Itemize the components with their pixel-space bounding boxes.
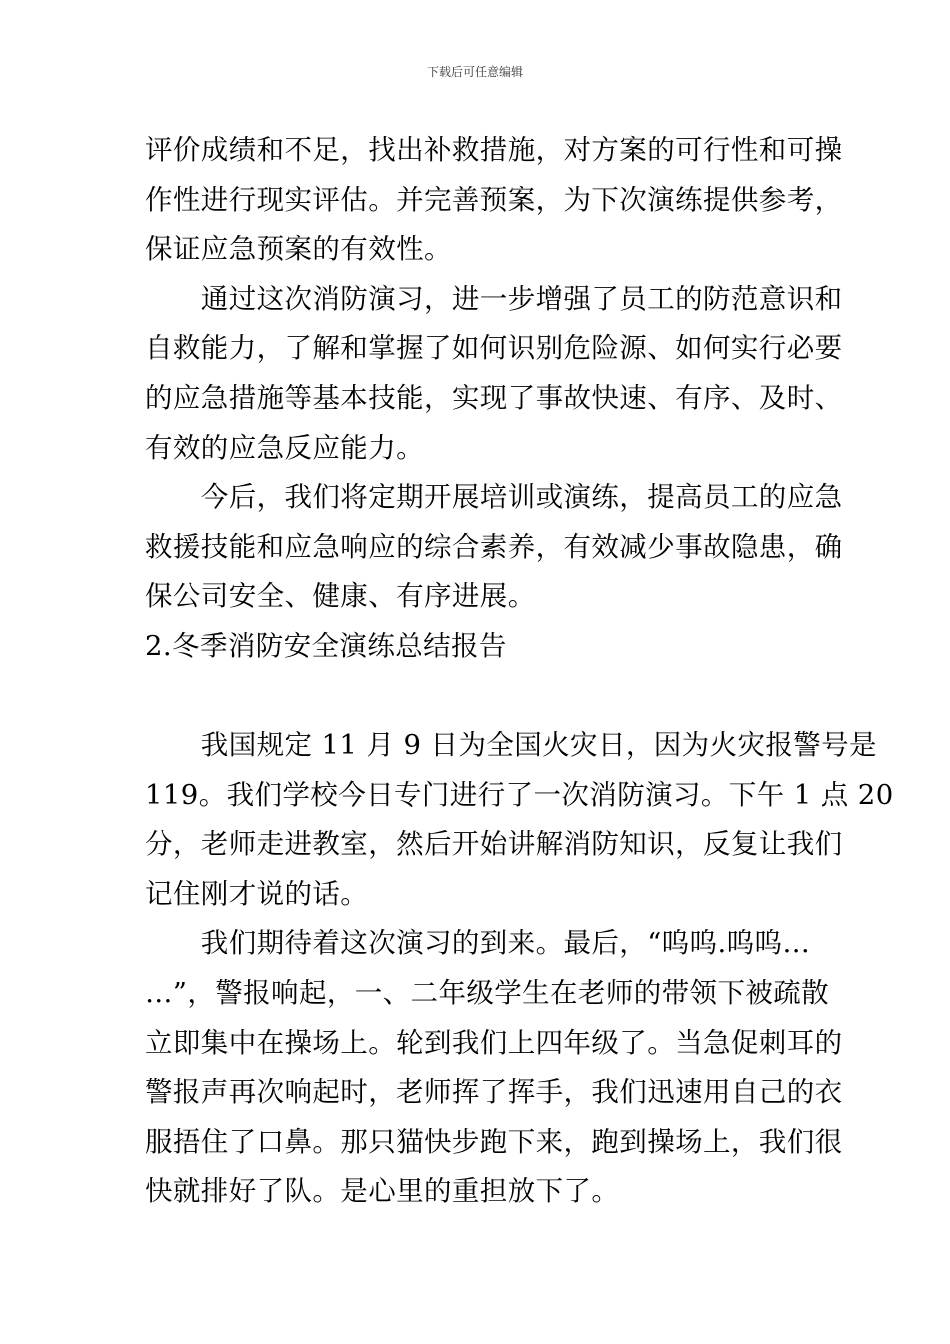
text-line: 通过这次消防演习，进一步增强了员工的防范意识和 <box>145 283 843 315</box>
text-line: 保证应急预案的有效性。 <box>145 233 452 265</box>
text-line: 救援技能和应急响应的综合素养，有效减少事故隐患，确 <box>145 531 843 563</box>
text-line: …”，警报响起，一、二年级学生在老师的带领下被疏散 <box>145 977 830 1009</box>
text-line: 119。我们学校今日专门进行了一次消防演习。下午 1 点 20 <box>145 779 894 811</box>
text-line: 立即集中在操场上。轮到我们上四年级了。当急促刺耳的 <box>145 1027 843 1059</box>
text-line: 自救能力，了解和掌握了如何识别危险源、如何实行必要 <box>145 332 843 364</box>
page-header: 下载后可任意编辑 <box>426 65 523 79</box>
text-line: 警报声再次响起时，老师挥了挥手，我们迅速用自己的衣 <box>145 1076 843 1108</box>
text-line: 评价成绩和不足，找出补救措施，对方案的可行性和可操 <box>145 134 843 166</box>
text-line: 有效的应急反应能力。 <box>145 432 424 464</box>
text-line: 今后，我们将定期开展培训或演练，提高员工的应急 <box>145 481 843 513</box>
text-line: 作性进行现实评估。并完善预案，为下次演练提供参考， <box>145 184 843 216</box>
text-line: 我国规定 11 月 9 日为全国火灾日，因为火灾报警号是 <box>145 729 877 761</box>
section-heading: 2.冬季消防安全演练总结报告 <box>145 630 507 662</box>
text-line: 保公司安全、健康、有序进展。 <box>145 580 536 612</box>
text-line: 分，老师走进教室，然后开始讲解消防知识，反复让我们 <box>145 828 843 860</box>
text-line: 快就排好了队。是心里的重担放下了。 <box>145 1175 620 1207</box>
text-line: 记住刚才说的话。 <box>145 878 369 910</box>
text-line: 我们期待着这次演习的到来。最后，“呜呜.呜呜… <box>145 927 811 959</box>
text-line: 的应急措施等基本技能，实现了事故快速、有序、及时、 <box>145 382 843 414</box>
text-line: 服捂住了口鼻。那只猫快步跑下来，跑到操场上，我们很 <box>145 1126 843 1158</box>
